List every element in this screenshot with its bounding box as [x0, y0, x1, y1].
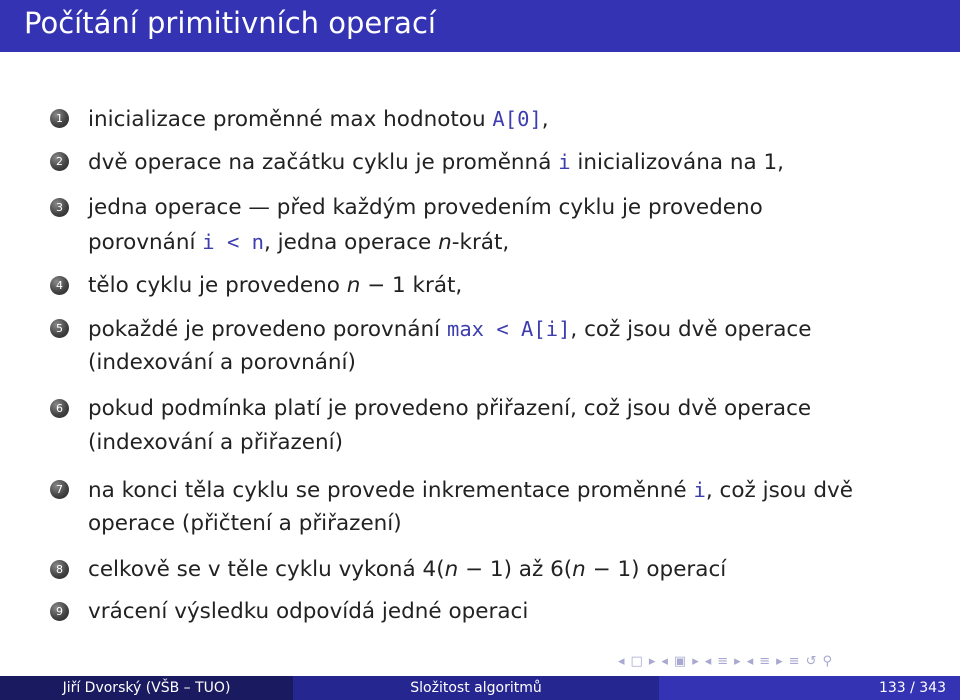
text-fragment: pokud podmínka platí je provedeno přiřazení, což jsou dvě operace [88, 396, 812, 421]
text-fragment: , což jsou dvě [705, 478, 853, 503]
nav-symbol-icon[interactable]: ≡ [759, 654, 771, 669]
item-number-bullet: 2 [50, 152, 69, 171]
item-text-line [88, 396, 811, 422]
text-fragment: celkově se v těle cyklu vykoná 4( [88, 557, 445, 582]
item-text-line [88, 149, 784, 176]
code-fragment: i [558, 150, 571, 174]
item-text-line [88, 350, 356, 376]
text-fragment: dvě operace na začátku cyklu je proměnná [88, 150, 559, 175]
text-fragment: (indexování a přiřazení) [88, 430, 344, 455]
item-text-line [88, 195, 763, 221]
navigation-symbols [618, 654, 832, 669]
nav-symbol-icon[interactable]: ▸ [776, 654, 783, 669]
item-text-line [88, 477, 853, 504]
text-fragment: − 1) až 6( [458, 557, 573, 582]
nav-symbol-icon[interactable]: ⚲ [822, 654, 832, 669]
text-fragment: jedna operace — před každým provedením cyklu je provedeno [88, 195, 763, 220]
text-fragment: , jedna operace [264, 230, 439, 255]
item-number-bullet: 9 [50, 602, 69, 621]
math-variable: n [444, 557, 459, 582]
code-fragment: A[0] [492, 107, 542, 131]
item-text-line [88, 511, 402, 537]
footer-author: Jiří Dvorský (VŠB – TUO) [0, 676, 293, 700]
item-number-bullet: 7 [50, 480, 69, 499]
text-fragment: tělo cyklu je provedeno [88, 273, 347, 298]
item-number-bullet: 1 [50, 109, 69, 128]
text-fragment: operace (přičtení a přiřazení) [88, 511, 402, 536]
nav-symbol-icon[interactable]: ▸ [692, 654, 699, 669]
text-fragment: − 1 krát, [360, 273, 463, 298]
text-fragment: porovnání [88, 230, 203, 255]
text-fragment: inicializována na 1, [570, 150, 784, 175]
footer-page-box [659, 676, 960, 700]
nav-symbol-icon[interactable]: ≡ [717, 654, 729, 669]
math-variable: n [346, 273, 361, 298]
math-variable: n [438, 230, 452, 255]
text-fragment: , [541, 107, 549, 132]
item-text-line [88, 599, 528, 625]
footer [0, 676, 960, 700]
footer-page-number: 133 / 343 [878, 680, 946, 696]
code-fragment: max < A[i] [446, 317, 571, 341]
nav-symbol-icon[interactable]: ◂ [746, 654, 754, 669]
nav-symbol-icon[interactable]: □ [630, 654, 643, 669]
item-number-bullet: 5 [50, 319, 69, 338]
item-text-line [88, 316, 811, 343]
text-fragment: na konci těla cyklu se provede inkrementace proměnné [88, 478, 694, 503]
title-bar [0, 0, 960, 52]
item-number-bullet: 4 [50, 276, 69, 295]
item-number-bullet: 3 [50, 198, 69, 217]
item-number-bullet: 8 [50, 560, 69, 579]
nav-symbol-icon[interactable]: ≡ [788, 654, 800, 669]
item-text-line [88, 557, 726, 583]
page-title: Počítání primitivních operací [24, 6, 436, 40]
item-text-line [88, 273, 462, 299]
text-fragment: -krát, [451, 230, 510, 255]
nav-symbol-icon[interactable]: ▸ [734, 654, 741, 669]
item-number-bullet: 6 [50, 399, 69, 418]
item-text-line [88, 106, 549, 133]
text-fragment: vrácení výsledku odpovídá jedné operaci [88, 599, 529, 624]
text-fragment: − 1) operací [585, 557, 727, 582]
text-fragment: inicializace proměnné max hodnotou [88, 107, 493, 132]
nav-symbol-icon[interactable]: ◂ [661, 654, 668, 669]
footer-topic: Složitost algoritmů [293, 676, 659, 700]
item-text-line [88, 430, 343, 456]
item-text-line [88, 229, 509, 256]
text-fragment: , což jsou dvě operace [570, 317, 812, 342]
nav-symbol-icon[interactable]: ◂ [618, 654, 625, 669]
text-fragment: pokaždé je provedeno porovnání [88, 317, 447, 342]
code-fragment: i < n [202, 230, 265, 254]
math-variable: n [572, 557, 586, 582]
nav-symbol-icon[interactable]: ▸ [648, 654, 656, 669]
text-fragment: (indexování a porovnání) [88, 350, 356, 375]
nav-symbol-icon[interactable]: ◂ [704, 654, 712, 669]
nav-symbol-icon[interactable]: ↺ [805, 654, 817, 669]
nav-symbol-icon[interactable]: ▣ [673, 654, 687, 669]
code-fragment: i [693, 478, 706, 502]
